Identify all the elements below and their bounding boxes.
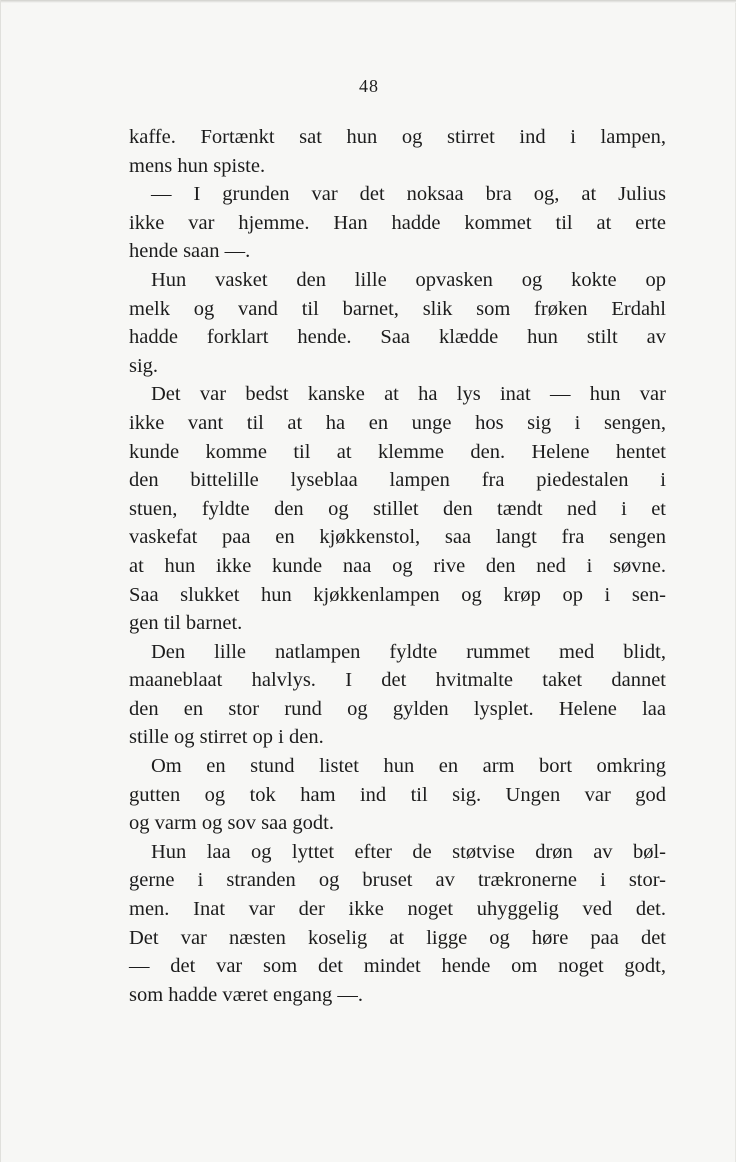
text-line: Det var næsten koselig at ligge og høre paa det [129, 926, 666, 949]
text-line: — det var som det mindet hende om noget godt, [129, 955, 666, 978]
text-line: Hun laa og lyttet efter de støtvise drøn av bøl- [151, 840, 666, 863]
text-line: Saa slukket hun kjøkkenlampen og krøp op i sen- [129, 583, 666, 606]
text-line: hende saan —. [129, 240, 251, 263]
text-line: mens hun spiste. [129, 154, 266, 177]
text-line: stuen, fyldte den og stillet den tændt ned i et [129, 497, 666, 520]
text-line: Hun vasket den lille opvasken og kokte op [151, 268, 666, 291]
text-line: men. Inat var der ikke noget uhyggelig ved det. [129, 898, 666, 921]
text-line: Det var bedst kanske at ha lys inat — hun var [151, 383, 666, 406]
text-line: at hun ikke kunde naa og rive den ned i søvne. [129, 554, 666, 577]
text-line: gerne i stranden og bruset av trækronerne i stor- [129, 869, 666, 892]
text-line: som hadde været engang —. [129, 983, 363, 1006]
text-line: den bittelille lyseblaa lampen fra piedestalen i [129, 469, 666, 492]
text-line: ikke vant til at ha en unge hos sig i sengen, [129, 411, 666, 434]
text-line: hadde forklart hende. Saa klædde hun stilt av [129, 326, 666, 349]
text-line: den en stor rund og gylden lysplet. Helene laa [129, 697, 666, 720]
text-line: ikke var hjemme. Han hadde kommet til at erte [129, 211, 666, 234]
text-line: kunde komme til at klemme den. Helene hentet [129, 440, 666, 463]
text-line: vaskefat paa en kjøkkenstol, saa langt fra sengen [129, 526, 666, 549]
page-number: 48 [359, 76, 379, 96]
text-line: gen til barnet. [129, 612, 243, 635]
text-line: — I grunden var det noksaa bra og, at Julius [151, 183, 666, 206]
text-line: kaffe. Fortænkt sat hun og stirret ind i lampen, [129, 126, 666, 148]
text-line: Den lille natlampen fyldte rummet med blidt, [151, 640, 666, 663]
text-line: maaneblaat halvlys. I det hvitmalte taket dannet [129, 669, 666, 692]
text-line: sig. [129, 354, 159, 377]
page-edge [1, 0, 736, 3]
body-text [129, 123, 666, 1009]
text-line: og varm og sov saa godt. [129, 812, 334, 835]
text-line: gutten og tok ham ind til sig. Ungen var god [129, 783, 666, 806]
text-line: stille og stirret op i den. [129, 726, 324, 749]
text-line: melk og vand til barnet, slik som frøken Erdahl [129, 297, 666, 320]
text-line: Om en stund listet hun en arm bort omkring [151, 755, 666, 778]
